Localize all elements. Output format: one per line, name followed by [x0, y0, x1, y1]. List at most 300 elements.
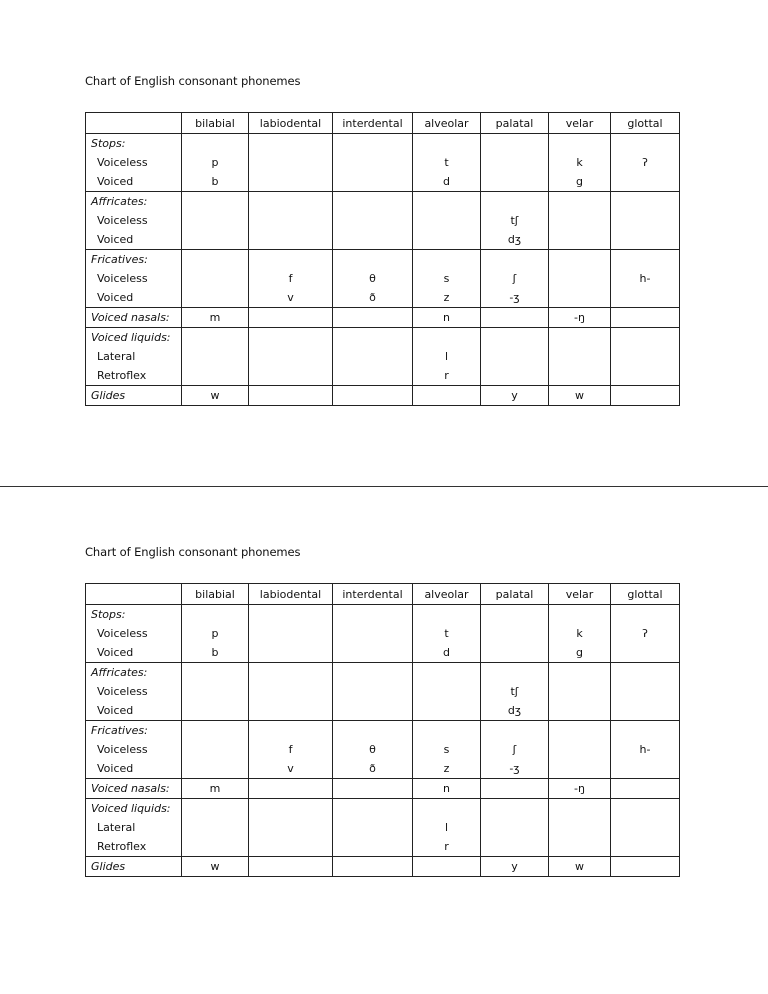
subcategory-label: Voiceless	[97, 627, 148, 640]
phoneme-symbol	[413, 682, 480, 701]
phoneme-symbol	[182, 288, 248, 307]
phoneme-cell	[549, 308, 611, 328]
phoneme-symbol	[249, 605, 332, 624]
phoneme-cell	[549, 605, 611, 663]
consonant-table	[85, 112, 680, 406]
phoneme-cell	[549, 663, 611, 721]
phoneme-symbol: dʒ	[507, 233, 522, 246]
table-row	[86, 799, 680, 857]
phoneme-symbol	[549, 269, 610, 288]
phoneme-symbol	[333, 779, 412, 798]
phoneme-symbol: k	[576, 156, 583, 169]
phoneme-symbol: g	[576, 175, 583, 188]
phoneme-symbol	[611, 386, 679, 405]
phoneme-symbol	[549, 837, 610, 856]
phoneme-symbol	[481, 779, 548, 798]
phoneme-symbol	[549, 366, 610, 385]
phoneme-symbol	[481, 153, 548, 172]
phoneme-symbol: n	[443, 782, 450, 795]
phoneme-symbol	[611, 857, 679, 876]
phoneme-symbol	[249, 172, 332, 191]
phoneme-cell	[481, 663, 549, 721]
phoneme-symbol	[549, 328, 610, 347]
subcategory-label: Lateral	[97, 821, 136, 834]
phoneme-symbol: tʃ	[510, 685, 519, 698]
phoneme-symbol	[333, 308, 412, 327]
phoneme-cell	[611, 663, 680, 721]
phoneme-symbol	[333, 250, 412, 269]
phoneme-symbol: ð	[369, 291, 376, 304]
phoneme-symbol	[481, 308, 548, 327]
column-header: labiodental	[249, 584, 333, 605]
subcategory-label: Voiced	[97, 175, 134, 188]
phoneme-symbol	[333, 663, 412, 682]
phoneme-symbol	[333, 721, 412, 740]
phoneme-cell	[481, 857, 549, 877]
phoneme-symbol	[249, 624, 332, 643]
phoneme-symbol	[549, 799, 610, 818]
table-row	[86, 250, 680, 308]
phoneme-symbol	[611, 799, 679, 818]
phoneme-cell	[333, 192, 413, 250]
phoneme-cell	[413, 134, 481, 192]
phoneme-symbol	[249, 701, 332, 720]
category-label: Stops:	[91, 608, 126, 621]
phoneme-symbol	[249, 230, 332, 249]
phoneme-symbol: y	[511, 860, 518, 873]
phoneme-cell	[249, 134, 333, 192]
phoneme-cell	[182, 721, 249, 779]
column-header: glottal	[611, 584, 680, 605]
phoneme-symbol: g	[576, 646, 583, 659]
phoneme-symbol	[549, 682, 610, 701]
subcategory-label: Voiced	[97, 291, 134, 304]
phoneme-symbol: b	[211, 175, 219, 188]
phoneme-symbol	[549, 211, 610, 230]
page-divider	[0, 486, 768, 487]
phoneme-symbol	[611, 308, 679, 327]
row-label-cell	[86, 721, 182, 779]
phoneme-symbol: d	[443, 175, 450, 188]
subcategory-label: Voiceless	[97, 156, 148, 169]
phoneme-symbol	[481, 837, 548, 856]
phoneme-cell	[549, 250, 611, 308]
phoneme-cell	[549, 779, 611, 799]
phoneme-symbol	[249, 347, 332, 366]
phoneme-symbol	[249, 366, 332, 385]
phoneme-symbol	[333, 230, 412, 249]
phoneme-cell	[333, 779, 413, 799]
phoneme-cell	[249, 328, 333, 386]
phoneme-symbol	[611, 288, 679, 307]
phoneme-symbol: d	[443, 646, 450, 659]
row-label-cell	[86, 799, 182, 857]
column-header: glottal	[611, 113, 680, 134]
phoneme-symbol	[182, 682, 248, 701]
phoneme-symbol: r	[444, 369, 449, 382]
phoneme-cell	[182, 605, 249, 663]
column-header: alveolar	[413, 584, 481, 605]
subcategory-label: Retroflex	[97, 369, 147, 382]
phoneme-symbol	[413, 799, 480, 818]
phoneme-symbol	[182, 721, 248, 740]
phoneme-cell	[481, 799, 549, 857]
phoneme-cell	[611, 308, 680, 328]
phoneme-cell	[413, 799, 481, 857]
phoneme-symbol	[413, 192, 480, 211]
phoneme-symbol	[549, 250, 610, 269]
phoneme-symbol	[413, 701, 480, 720]
category-label: Voiced nasals:	[91, 782, 170, 795]
phoneme-symbol: p	[211, 627, 219, 640]
phoneme-symbol	[182, 211, 248, 230]
phoneme-symbol: t	[444, 627, 449, 640]
phoneme-symbol	[481, 134, 548, 153]
phoneme-symbol: ʔ	[642, 627, 648, 640]
phoneme-cell	[413, 308, 481, 328]
phoneme-symbol	[333, 818, 412, 837]
phoneme-symbol	[481, 192, 548, 211]
phoneme-symbol	[611, 643, 679, 662]
phoneme-cell	[333, 605, 413, 663]
phoneme-symbol	[182, 269, 248, 288]
phoneme-symbol	[182, 366, 248, 385]
phoneme-symbol: z	[443, 762, 450, 775]
row-label-cell	[86, 663, 182, 721]
phoneme-symbol	[549, 701, 610, 720]
phoneme-symbol	[182, 328, 248, 347]
phoneme-symbol	[182, 837, 248, 856]
phoneme-cell	[413, 328, 481, 386]
phoneme-symbol: s	[443, 272, 450, 285]
phoneme-cell	[413, 386, 481, 406]
phoneme-symbol	[611, 250, 679, 269]
chart-title: Chart of English consonant phonemes	[85, 74, 301, 88]
phoneme-symbol	[481, 721, 548, 740]
phoneme-symbol: θ	[369, 272, 376, 285]
phoneme-symbol	[481, 250, 548, 269]
subcategory-label: Voiced	[97, 704, 134, 717]
column-header: bilabial	[182, 584, 249, 605]
phoneme-symbol	[182, 192, 248, 211]
phoneme-symbol	[481, 663, 548, 682]
phoneme-cell	[413, 721, 481, 779]
subcategory-label: Voiceless	[97, 743, 148, 756]
subcategory-label: Retroflex	[97, 840, 147, 853]
phoneme-cell	[182, 779, 249, 799]
table-row	[86, 721, 680, 779]
phoneme-symbol	[249, 386, 332, 405]
phoneme-symbol	[182, 818, 248, 837]
phoneme-cell	[611, 799, 680, 857]
phoneme-symbol: m	[209, 311, 221, 324]
phoneme-symbol	[611, 701, 679, 720]
phoneme-symbol	[413, 211, 480, 230]
phoneme-symbol	[333, 799, 412, 818]
phoneme-symbol	[249, 250, 332, 269]
phoneme-cell	[481, 134, 549, 192]
phoneme-cell	[249, 663, 333, 721]
phoneme-cell	[549, 328, 611, 386]
phoneme-symbol: w	[210, 389, 220, 402]
phoneme-cell	[549, 799, 611, 857]
phoneme-cell	[249, 779, 333, 799]
phoneme-symbol	[249, 663, 332, 682]
phoneme-symbol	[333, 605, 412, 624]
phoneme-symbol	[549, 134, 610, 153]
phoneme-cell	[182, 192, 249, 250]
phoneme-cell	[249, 605, 333, 663]
row-label-cell	[86, 192, 182, 250]
phoneme-cell	[611, 721, 680, 779]
phoneme-symbol	[249, 799, 332, 818]
phoneme-symbol: y	[511, 389, 518, 402]
phoneme-symbol	[413, 386, 480, 405]
table-row	[86, 663, 680, 721]
phoneme-symbol: ʃ	[512, 272, 517, 285]
phoneme-symbol	[182, 230, 248, 249]
phoneme-symbol	[182, 740, 248, 759]
subcategory-label: Voiceless	[97, 272, 148, 285]
phoneme-cell	[481, 192, 549, 250]
phoneme-symbol	[333, 701, 412, 720]
phoneme-symbol: l	[444, 821, 449, 834]
phoneme-cell	[182, 386, 249, 406]
subcategory-label: Voiced	[97, 233, 134, 246]
phoneme-cell	[182, 857, 249, 877]
phoneme-cell	[333, 721, 413, 779]
phoneme-cell	[481, 605, 549, 663]
phoneme-symbol	[611, 134, 679, 153]
row-label-cell	[86, 250, 182, 308]
phoneme-cell	[481, 308, 549, 328]
phoneme-cell	[611, 779, 680, 799]
phoneme-cell	[611, 857, 680, 877]
phoneme-symbol	[333, 134, 412, 153]
phoneme-symbol	[182, 799, 248, 818]
phoneme-symbol	[182, 250, 248, 269]
phoneme-symbol: f	[288, 743, 293, 756]
phoneme-cell	[413, 663, 481, 721]
phoneme-symbol	[249, 818, 332, 837]
phoneme-cell	[249, 799, 333, 857]
table-row	[86, 328, 680, 386]
phoneme-symbol	[611, 366, 679, 385]
phoneme-cell	[333, 308, 413, 328]
phoneme-symbol: l	[444, 350, 449, 363]
phoneme-symbol: b	[211, 646, 219, 659]
phoneme-cell	[249, 250, 333, 308]
phoneme-cell	[182, 250, 249, 308]
phoneme-cell	[481, 721, 549, 779]
phoneme-cell	[611, 605, 680, 663]
phoneme-symbol	[333, 192, 412, 211]
phoneme-cell	[333, 386, 413, 406]
phoneme-symbol	[549, 740, 610, 759]
phoneme-cell	[481, 779, 549, 799]
phoneme-symbol	[182, 759, 248, 778]
phoneme-cell	[549, 857, 611, 877]
phoneme-cell	[182, 308, 249, 328]
subcategory-label: Lateral	[97, 350, 136, 363]
chart-title: Chart of English consonant phonemes	[85, 545, 301, 559]
phoneme-cell	[333, 799, 413, 857]
consonant-table	[85, 583, 680, 877]
phoneme-cell	[249, 386, 333, 406]
phoneme-symbol	[481, 347, 548, 366]
phoneme-symbol: ʃ	[512, 743, 517, 756]
phoneme-cell	[333, 134, 413, 192]
phoneme-symbol	[481, 605, 548, 624]
phoneme-cell	[549, 192, 611, 250]
phoneme-symbol: t	[444, 156, 449, 169]
phoneme-symbol	[249, 643, 332, 662]
phoneme-cell	[333, 663, 413, 721]
phoneme-symbol	[611, 172, 679, 191]
phoneme-symbol: θ	[369, 743, 376, 756]
phoneme-symbol	[333, 153, 412, 172]
phoneme-symbol: ð	[369, 762, 376, 775]
phoneme-symbol	[249, 192, 332, 211]
category-label: Affricates:	[91, 195, 148, 208]
phoneme-symbol	[481, 172, 548, 191]
phoneme-symbol	[249, 211, 332, 230]
phoneme-symbol	[611, 211, 679, 230]
phoneme-symbol	[549, 818, 610, 837]
phoneme-cell	[182, 663, 249, 721]
phoneme-cell	[182, 799, 249, 857]
row-label-cell	[86, 308, 182, 328]
category-label: Fricatives:	[91, 724, 148, 737]
phoneme-symbol	[481, 799, 548, 818]
phoneme-symbol	[333, 347, 412, 366]
column-header: velar	[549, 584, 611, 605]
column-header: alveolar	[413, 113, 481, 134]
phoneme-symbol: -ŋ	[574, 311, 585, 324]
phoneme-symbol	[549, 288, 610, 307]
phoneme-symbol: m	[209, 782, 221, 795]
phoneme-symbol	[182, 347, 248, 366]
phoneme-cell	[549, 134, 611, 192]
phoneme-symbol	[249, 328, 332, 347]
header-corner	[86, 113, 182, 134]
phoneme-symbol	[249, 134, 332, 153]
phoneme-symbol: dʒ	[507, 704, 522, 717]
phoneme-cell	[413, 605, 481, 663]
phoneme-cell	[182, 328, 249, 386]
phoneme-symbol	[333, 624, 412, 643]
phoneme-symbol: s	[443, 743, 450, 756]
table-row	[86, 605, 680, 663]
table-row	[86, 857, 680, 877]
phoneme-symbol: r	[444, 840, 449, 853]
phoneme-symbol: h-	[639, 272, 651, 285]
phoneme-symbol: k	[576, 627, 583, 640]
phoneme-symbol	[249, 153, 332, 172]
phoneme-cell	[333, 857, 413, 877]
phoneme-symbol: tʃ	[510, 214, 519, 227]
table-row	[86, 779, 680, 799]
phoneme-symbol	[333, 643, 412, 662]
column-header: interdental	[333, 584, 413, 605]
phoneme-symbol	[413, 857, 480, 876]
phoneme-cell	[611, 250, 680, 308]
category-label: Voiced liquids:	[91, 331, 171, 344]
phoneme-cell	[182, 134, 249, 192]
column-header: velar	[549, 113, 611, 134]
phoneme-cell	[549, 721, 611, 779]
phoneme-symbol: z	[443, 291, 450, 304]
phoneme-symbol: f	[288, 272, 293, 285]
phoneme-symbol	[413, 230, 480, 249]
column-header: palatal	[481, 584, 549, 605]
subcategory-label: Voiced	[97, 762, 134, 775]
phoneme-cell	[611, 192, 680, 250]
phoneme-symbol	[611, 328, 679, 347]
header-corner	[86, 584, 182, 605]
phoneme-symbol	[549, 721, 610, 740]
row-label-cell	[86, 857, 182, 877]
phoneme-symbol	[333, 366, 412, 385]
phoneme-symbol: v	[287, 762, 294, 775]
phoneme-cell	[249, 857, 333, 877]
category-label: Glides	[91, 389, 126, 402]
phoneme-symbol	[249, 779, 332, 798]
phoneme-symbol	[611, 779, 679, 798]
phoneme-symbol	[182, 663, 248, 682]
phoneme-symbol: n	[443, 311, 450, 324]
phoneme-symbol	[549, 759, 610, 778]
phoneme-cell	[611, 134, 680, 192]
phoneme-symbol	[611, 818, 679, 837]
phoneme-symbol: w	[575, 860, 584, 873]
phoneme-symbol	[611, 192, 679, 211]
phoneme-cell	[611, 328, 680, 386]
phoneme-cell	[413, 779, 481, 799]
phoneme-symbol	[611, 682, 679, 701]
phoneme-cell	[249, 308, 333, 328]
row-label-cell	[86, 605, 182, 663]
phoneme-cell	[611, 386, 680, 406]
phoneme-symbol	[611, 347, 679, 366]
phoneme-cell	[413, 250, 481, 308]
phoneme-symbol	[481, 328, 548, 347]
phoneme-symbol	[549, 230, 610, 249]
phoneme-cell	[249, 721, 333, 779]
phoneme-symbol	[249, 682, 332, 701]
phoneme-symbol	[333, 386, 412, 405]
phoneme-symbol: p	[211, 156, 219, 169]
category-label: Glides	[91, 860, 126, 873]
category-label: Affricates:	[91, 666, 148, 679]
column-header: palatal	[481, 113, 549, 134]
column-header: bilabial	[182, 113, 249, 134]
phoneme-cell	[413, 857, 481, 877]
phoneme-symbol	[413, 721, 480, 740]
phoneme-symbol	[611, 721, 679, 740]
phoneme-symbol	[333, 211, 412, 230]
phoneme-symbol	[413, 250, 480, 269]
phoneme-cell	[481, 386, 549, 406]
phoneme-symbol	[182, 605, 248, 624]
category-label: Fricatives:	[91, 253, 148, 266]
category-label: Voiced nasals:	[91, 311, 170, 324]
phoneme-symbol	[249, 721, 332, 740]
phoneme-symbol: -ŋ	[574, 782, 585, 795]
category-label: Voiced liquids:	[91, 802, 171, 815]
phoneme-symbol	[549, 192, 610, 211]
phoneme-symbol: w	[210, 860, 220, 873]
